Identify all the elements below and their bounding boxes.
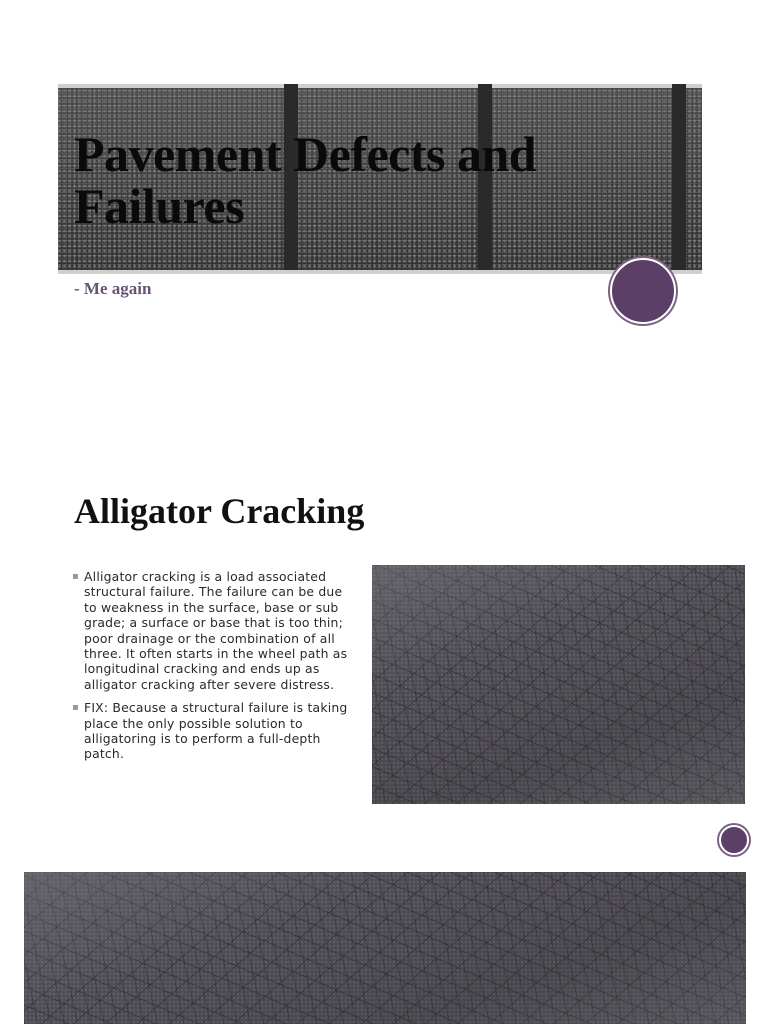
slide-subtitle: - Me again (74, 279, 152, 298)
banner-band (672, 84, 686, 274)
alligator-cracking-photo (372, 565, 745, 804)
slide-title: Pavement Defects and Failures (74, 126, 537, 234)
banner-bottom-rule (58, 270, 702, 274)
bullet-text: FIX: Because a structural failure is taking place the only possible solution to alligatoring is to perform a full-depth patch. (84, 700, 348, 762)
bullet-text: Alligator cracking is a load associated structural failure. The failure can be due to weakness in the surface, base or sub grade; a surface or base that is too thin; poor drainage or the combination of all three. It often starts in the wheel path as longitudinal cracking and ends up as alligator cracking after severe distress. (84, 569, 348, 692)
bullet-marker-icon: ▪ (72, 702, 79, 714)
title-banner (58, 84, 702, 274)
section-heading: Alligator Cracking (74, 491, 365, 531)
bullet-item (72, 569, 358, 692)
cracked-pavement-photo (24, 872, 746, 1024)
bullet-item (72, 700, 358, 762)
bullet-list (72, 569, 358, 770)
bullet-marker-icon: ▪ (72, 571, 79, 582)
decorative-circle (610, 258, 676, 324)
decorative-circle (719, 825, 749, 855)
banner-top-rule (58, 84, 702, 88)
